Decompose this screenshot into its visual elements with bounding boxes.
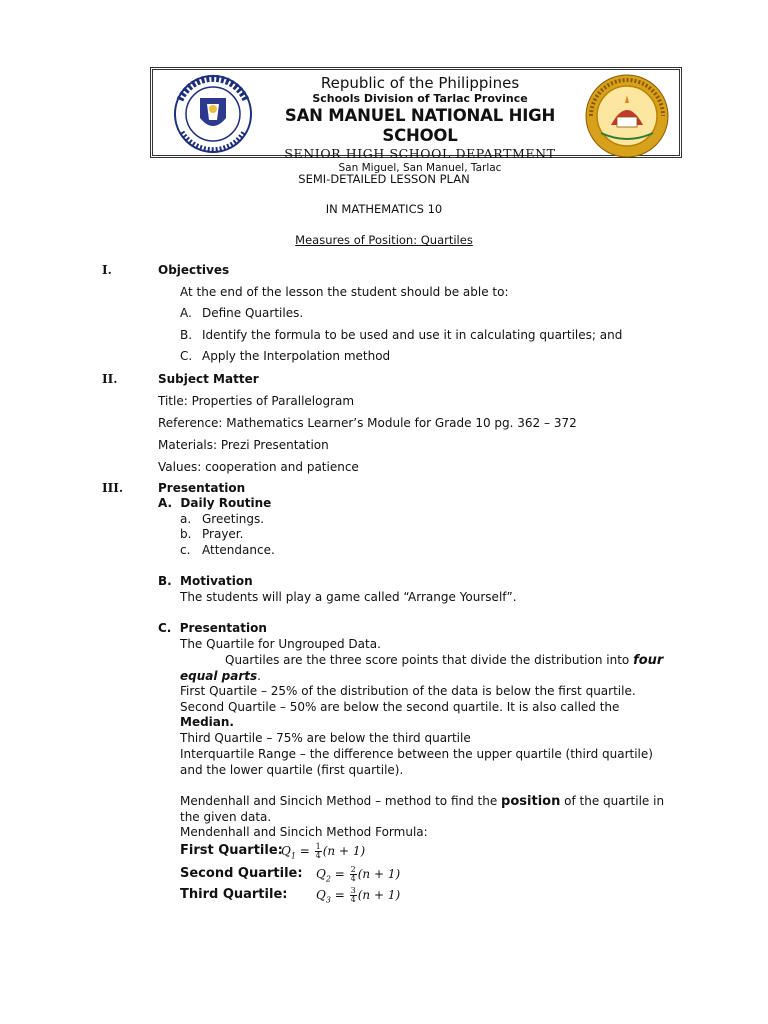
numerator: 1 <box>315 842 321 851</box>
section-heading-subject-matter: Subject Matter <box>158 372 259 386</box>
objective-text: Define Quartiles. <box>202 306 304 320</box>
formula-q: Q <box>316 888 326 902</box>
emphasis-position: position <box>501 794 561 809</box>
objective-letter: C. <box>180 349 193 363</box>
fraction <box>350 866 357 883</box>
presentation-line <box>225 653 663 668</box>
subject-materials: Materials: Prezi Presentation <box>158 438 329 452</box>
formula-tail: (n + 1) <box>357 888 401 902</box>
formula-label-first: First Quartile: <box>180 843 283 858</box>
header-division: Schools Division of Tarlac Province <box>312 92 528 105</box>
emphasis-equal-parts: equal parts <box>180 669 258 683</box>
subheading-presentation: C. Presentation <box>158 621 267 635</box>
formula-second-quartile: $Q_2$ = $\frac{2}{4}$ (n + 1) <box>316 865 401 884</box>
formula-label-third: Third Quartile: <box>180 887 288 902</box>
presentation-line <box>180 669 261 684</box>
objectives-intro: At the end of the lesson the student should be able to: <box>180 285 509 299</box>
fraction <box>315 843 322 860</box>
routine-text: Prayer. <box>202 527 244 541</box>
formula-q: Q <box>281 844 291 858</box>
presentation-line: The Quartile for Ungrouped Data. <box>180 637 381 651</box>
emphasis-median: Median. <box>180 715 234 729</box>
section-numeral-1: I. <box>102 263 112 277</box>
objective-letter: A. <box>180 306 192 320</box>
presentation-line: Second Quartile – 50% are below the second quartile. It is also called the <box>180 700 620 714</box>
formula-first-quartile: $Q_1$ = $\frac{1}{4}$ (n + 1) <box>281 842 366 861</box>
subject-reference: Reference: Mathematics Learner’s Module for Grade 10 pg. 362 – 372 <box>158 416 577 430</box>
formula-tail: (n + 1) <box>322 844 366 858</box>
section-heading-objectives: Objectives <box>158 263 230 277</box>
denominator: 4 <box>315 851 321 860</box>
presentation-line: First Quartile – 25% of the distribution of the data is below the first quartile. <box>180 684 636 698</box>
presentation-line <box>180 794 664 809</box>
subject-values: Values: cooperation and patience <box>158 460 359 474</box>
formula-tail: (n + 1) <box>357 867 401 881</box>
header-department: SENIOR HIGH SCHOOL DEPARTMENT <box>284 146 556 161</box>
formula-q: Q <box>316 867 326 881</box>
deped-seal-icon <box>167 74 259 154</box>
routine-text: Greetings. <box>202 512 265 526</box>
section-numeral-3: III. <box>102 481 124 495</box>
presentation-line: and the lower quartile (first quartile). <box>180 763 404 777</box>
subheading-motivation: B. Motivation <box>158 574 253 588</box>
objective-text: Apply the Interpolation method <box>202 349 391 363</box>
doc-title-2: IN MATHEMATICS 10 <box>325 202 443 216</box>
denominator: 4 <box>350 895 356 904</box>
subheading-daily-routine: A. Daily Routine <box>158 496 272 510</box>
presentation-line: Interquartile Range – the difference between the upper quartile (third quartile) <box>180 747 653 761</box>
presentation-line: the given data. <box>180 810 272 824</box>
numerator: 2 <box>350 865 356 874</box>
school-seal-icon <box>581 73 673 159</box>
doc-title-1: SEMI-DETAILED LESSON PLAN <box>298 172 470 186</box>
denominator: 4 <box>350 874 356 883</box>
header-school-name: SAN MANUEL NATIONAL HIGH SCHOOL <box>284 106 556 145</box>
formula-third-quartile: $Q_3$ = $\frac{3}{4}$ (n + 1) <box>316 886 401 905</box>
method-text: Mendenhall and Sincich Method – method to find the <box>180 794 502 808</box>
numerator: 3 <box>350 886 356 895</box>
formula-subscript: 3 <box>325 895 331 905</box>
header-republic: Republic of the Philippines <box>320 74 520 92</box>
routine-text: Attendance. <box>202 543 275 557</box>
quartile-definition: Quartiles are the three score points that divide the distribution into <box>225 653 634 667</box>
method-text-end: of the quartile in <box>560 794 665 808</box>
presentation-line: Mendenhall and Sincich Method Formula: <box>180 825 428 839</box>
section-heading-presentation: Presentation <box>158 481 246 495</box>
emphasis-four: four <box>633 653 664 668</box>
motivation-text: The students will play a game called “Arrange Yourself”. <box>180 590 517 604</box>
subject-title: Title: Properties of Parallelogram <box>158 394 355 408</box>
fraction <box>350 887 357 904</box>
routine-letter: a. <box>180 512 192 526</box>
header-address: San Miguel, San Manuel, Tarlac <box>338 162 502 174</box>
objective-letter: B. <box>180 328 193 342</box>
routine-letter: c. <box>180 543 191 557</box>
formula-subscript: 1 <box>290 851 296 861</box>
period: . <box>257 669 261 683</box>
objective-text: Identify the formula to be used and use it in calculating quartiles; and <box>202 328 623 342</box>
formula-subscript: 2 <box>325 874 331 884</box>
doc-title-3: Measures of Position: Quartiles <box>295 233 473 247</box>
presentation-line: Third Quartile – 75% are below the third quartile <box>180 731 471 745</box>
formula-label-second: Second Quartile: <box>180 866 303 881</box>
letterhead <box>150 67 682 174</box>
routine-letter: b. <box>180 527 192 541</box>
section-numeral-2: II. <box>102 372 118 386</box>
